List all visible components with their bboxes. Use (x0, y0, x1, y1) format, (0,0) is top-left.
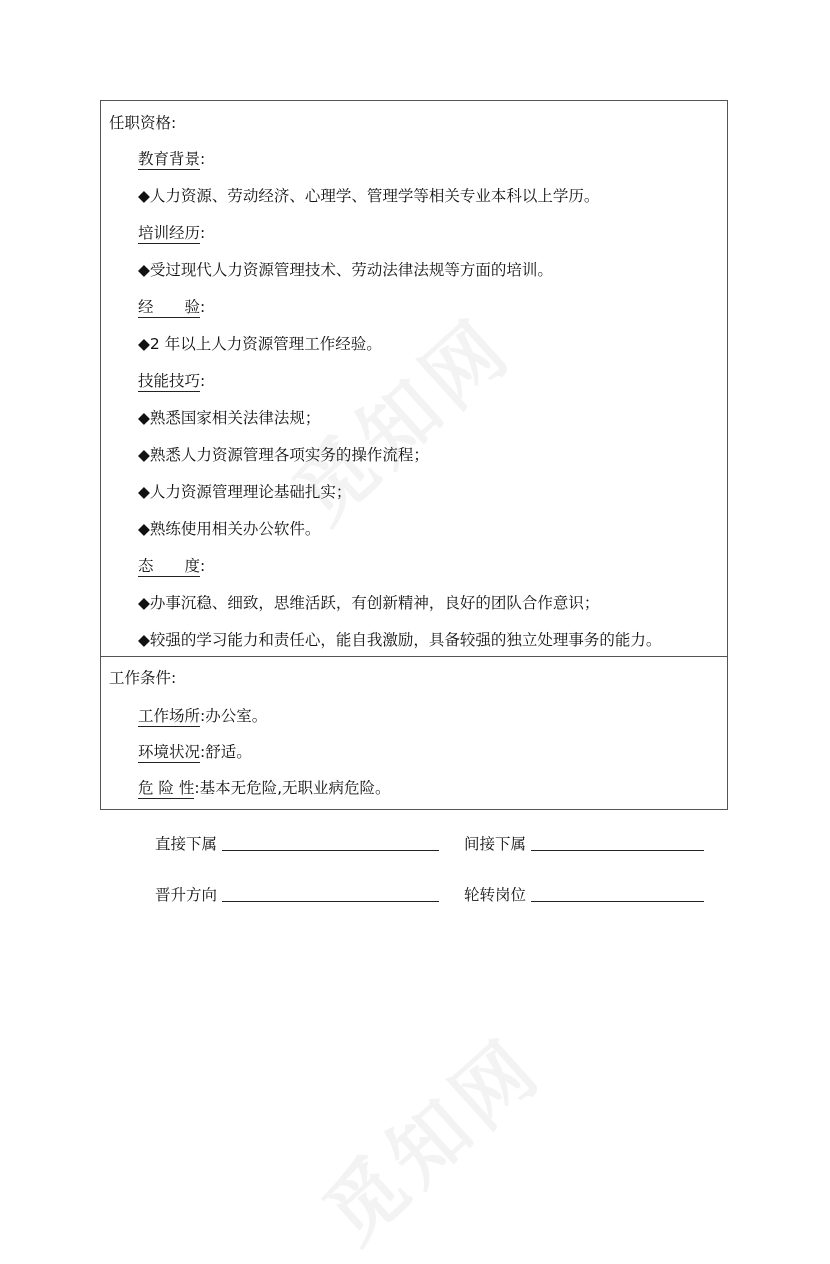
indirect-subordinate-label: 间接下属 (464, 835, 527, 853)
conditions-title: 工作条件: (109, 669, 177, 687)
promotion-direction-label: 晋升方向 (155, 886, 218, 904)
attitude-item: ◆办事沉稳、细致，思维活跃，有创新精神，良好的团队合作意识； (138, 594, 600, 612)
rotation-position-field[interactable] (531, 901, 704, 902)
workplace-row: 工作场所:办公室。 (138, 707, 268, 725)
danger-row: 危 险 性:基本无危险,无职业病危险。 (138, 779, 391, 797)
direct-subordinate-field[interactable] (222, 850, 439, 851)
qualifications-title: 任职资格: (109, 114, 177, 132)
indirect-subordinate-field[interactable] (531, 850, 704, 851)
conditions-section (101, 657, 727, 809)
skills-item: ◆熟悉人力资源管理各项实务的操作流程； (138, 446, 429, 464)
skills-item: ◆熟悉国家相关法律法规； (138, 409, 321, 427)
skills-item: ◆人力资源管理理论基础扎实； (138, 483, 352, 501)
experience-heading: 经 验: (138, 298, 206, 316)
attitude-item: ◆较强的学习能力和责任心，能自我激励，具备较强的独立处理事务的能力。 (138, 631, 662, 649)
job-requirements-table (100, 100, 728, 810)
promotion-direction-field[interactable] (222, 901, 439, 902)
footer-row-subordinates (155, 832, 715, 856)
training-heading: 培训经历: (138, 224, 206, 242)
direct-subordinate-label: 直接下属 (155, 835, 218, 853)
rotation-position-label: 轮转岗位 (464, 886, 527, 904)
education-heading: 教育背景: (138, 150, 206, 168)
experience-item: ◆2 年以上人力资源管理工作经验。 (138, 335, 382, 353)
training-item: ◆受过现代人力资源管理技术、劳动法律法规等方面的培训。 (138, 261, 553, 279)
education-item: ◆人力资源、劳动经济、心理学、管理学等相关专业本科以上学历。 (138, 187, 600, 205)
attitude-heading: 态 度: (138, 557, 206, 575)
watermark (296, 1008, 563, 1264)
environment-row: 环境状况:舒适。 (138, 743, 252, 761)
skills-heading: 技能技巧: (138, 372, 206, 390)
skills-item: ◆熟练使用相关办公软件。 (138, 520, 321, 538)
footer-row-career (155, 883, 715, 907)
qualifications-section (101, 101, 727, 657)
